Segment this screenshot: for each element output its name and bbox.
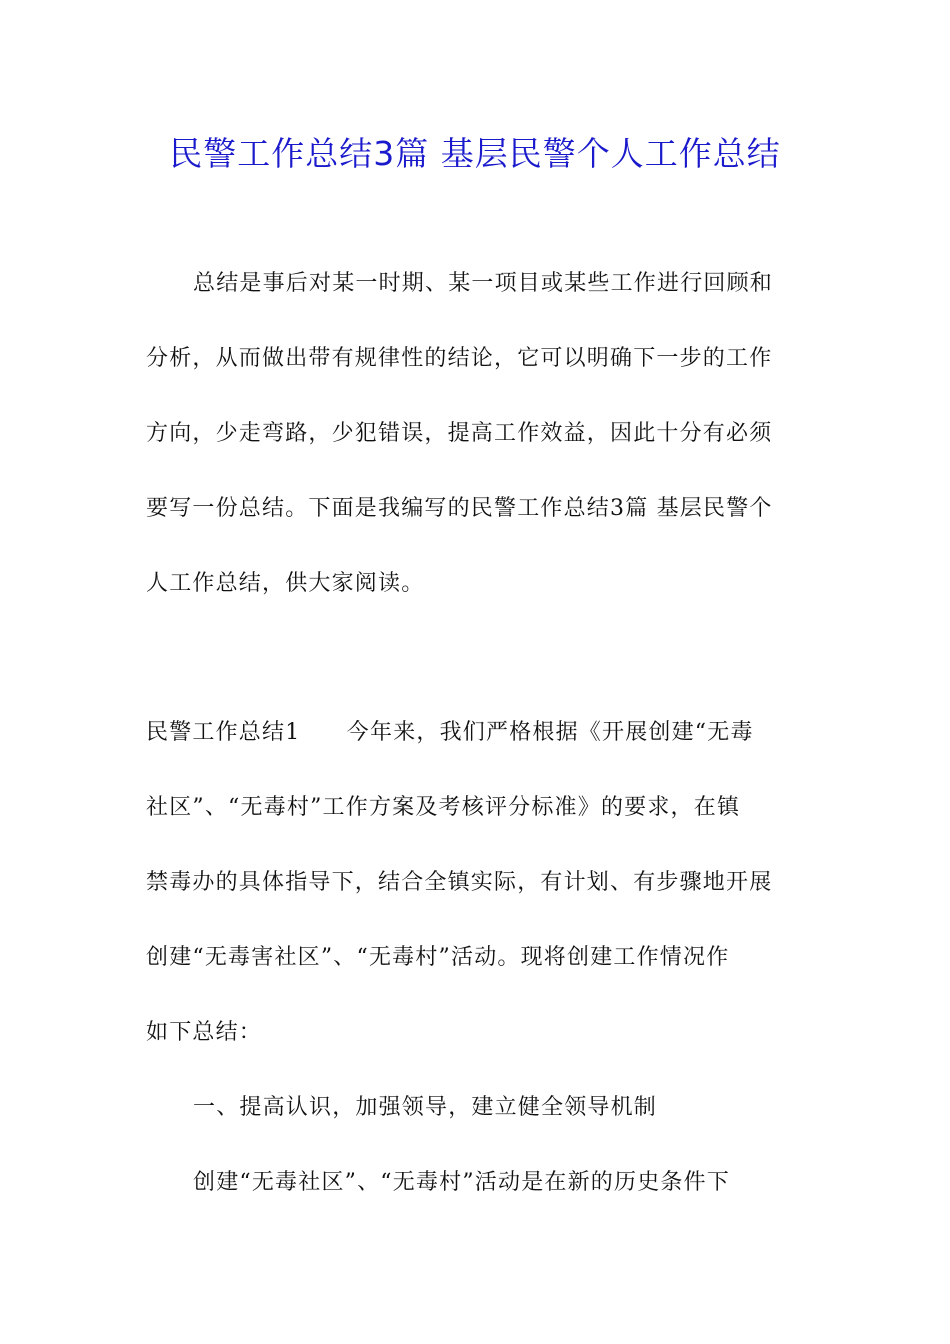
text-line: 总结是事后对某一时期、某一项目或某些工作进行回顾和 <box>193 271 774 296</box>
section-heading: 一、提高认识，加强领导，建立健全领导机制 <box>193 1095 658 1120</box>
text-line: 民警工作总结1 今年来，我们严格根据《开展创建“无毒 <box>146 720 754 745</box>
document-title: 民警工作总结3篇 基层民警个人工作总结 <box>169 134 781 173</box>
text-line: 人工作总结，供大家阅读。 <box>146 571 425 596</box>
text-line: 如下总结： <box>146 1020 263 1045</box>
text-line: 方向，少走弯路，少犯错误，提高工作效益，因此十分有必须 <box>146 421 773 446</box>
text-line: 创建“无毒社区”、“无毒村”活动是在新的历史条件下 <box>193 1170 730 1195</box>
text-line: 创建“无毒害社区”、“无毒村”活动。现将创建工作情况作 <box>146 945 730 970</box>
section-1 <box>146 695 806 1220</box>
text-line: 要写一份总结。下面是我编写的民警工作总结3篇 基层民警个 <box>146 496 773 521</box>
text-line: 分析，从而做出带有规律性的结论，它可以明确下一步的工作 <box>146 346 773 371</box>
text-line: 禁毒办的具体指导下，结合全镇实际，有计划、有步骤地开展 <box>146 870 773 895</box>
intro-paragraph <box>146 246 806 621</box>
text-line: 社区”、“无毒村”工作方案及考核评分标准》的要求，在镇 <box>146 795 741 820</box>
